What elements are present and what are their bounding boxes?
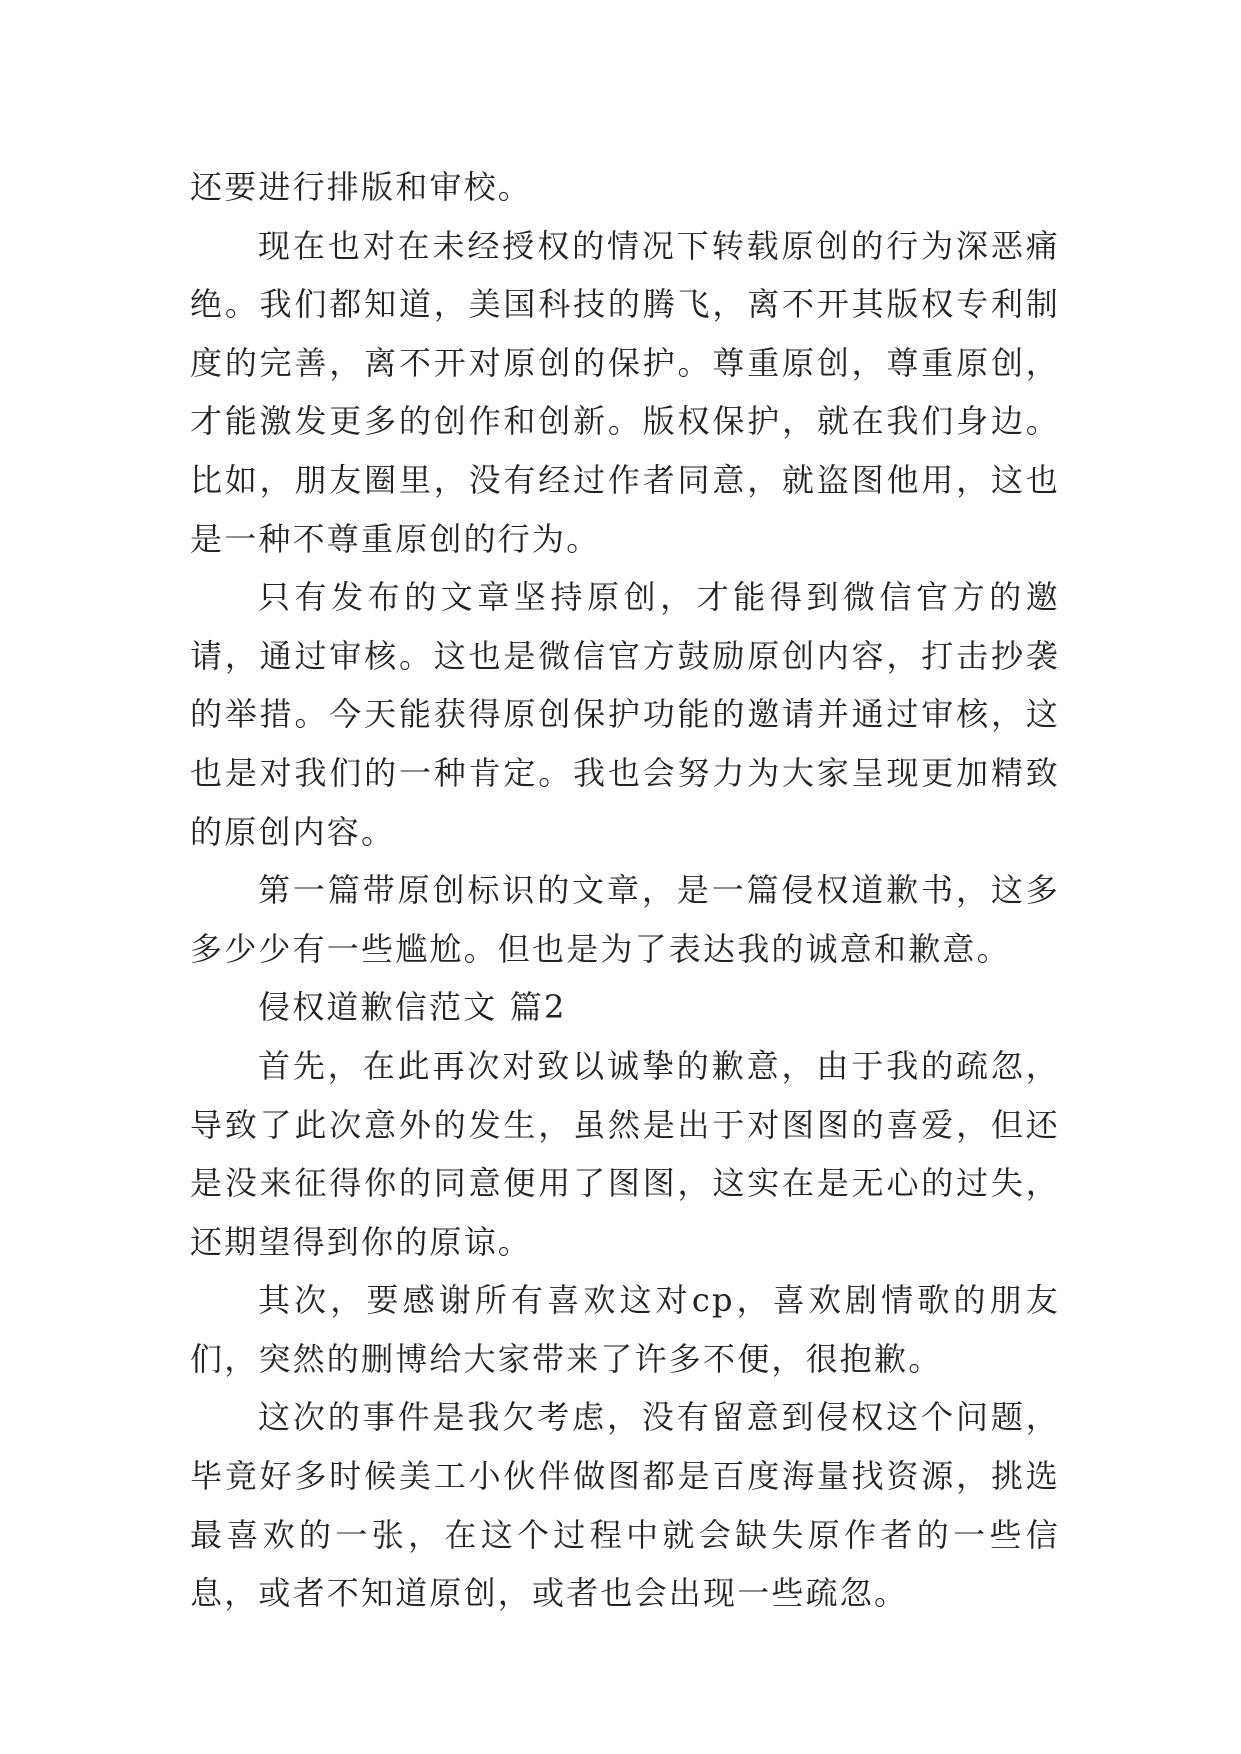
paragraph-6: 其次，要感谢所有喜欢这对cp，喜欢剧情歌的朋友们，突然的删博给大家带来了许多不便，很抱歉。 <box>190 1281 1060 1378</box>
paragraph-5: 首先，在此再次对致以诚挚的歉意，由于我的疏忽，导致了此次意外的发生，虽然是出于对图图的喜爱，但还是没来征得你的同意便用了图图，这实在是无心的过失，还期望得到你的原谅。 <box>190 1046 1060 1261</box>
document-body <box>190 158 1060 1623</box>
paragraph-1: 还要进行排版和审校。 <box>190 168 533 206</box>
paragraph-2: 现在也对在未经授权的情况下转载原创的行为深恶痛绝。我们都知道，美国科技的腾飞，离不开其版权专利制度的完善，离不开对原创的保护。尊重原创，尊重原创，才能激发更多的创作和创新。版权保护，就在我们身边。比如，朋友圈里，没有经过作者同意，就盗图他用，这也是一种不尊重原创的行为。 <box>190 226 1060 558</box>
paragraph-4: 第一篇带原创标识的文章，是一篇侵权道歉书，这多多少少有一些尴尬。但也是为了表达我的诚意和歉意。 <box>190 871 1060 968</box>
paragraph-7: 这次的事件是我欠考虑，没有留意到侵权这个问题，毕竟好多时候美工小伙伴做图都是百度海量找资源，挑选最喜欢的一张，在这个过程中就会缺失原作者的一些信息，或者不知道原创，或者也会出现一些疏忽。 <box>190 1398 1060 1613</box>
section-heading: 侵权道歉信范文 篇2 <box>258 988 567 1027</box>
paragraph-3: 只有发布的文章坚持原创，才能得到微信官方的邀请，通过审核。这也是微信官方鼓励原创内容，打击抄袭的举措。今天能获得原创保护功能的邀请并通过审核，这也是对我们的一种肯定。我也会努力为大家呈现更加精致的原创内容。 <box>190 578 1060 851</box>
